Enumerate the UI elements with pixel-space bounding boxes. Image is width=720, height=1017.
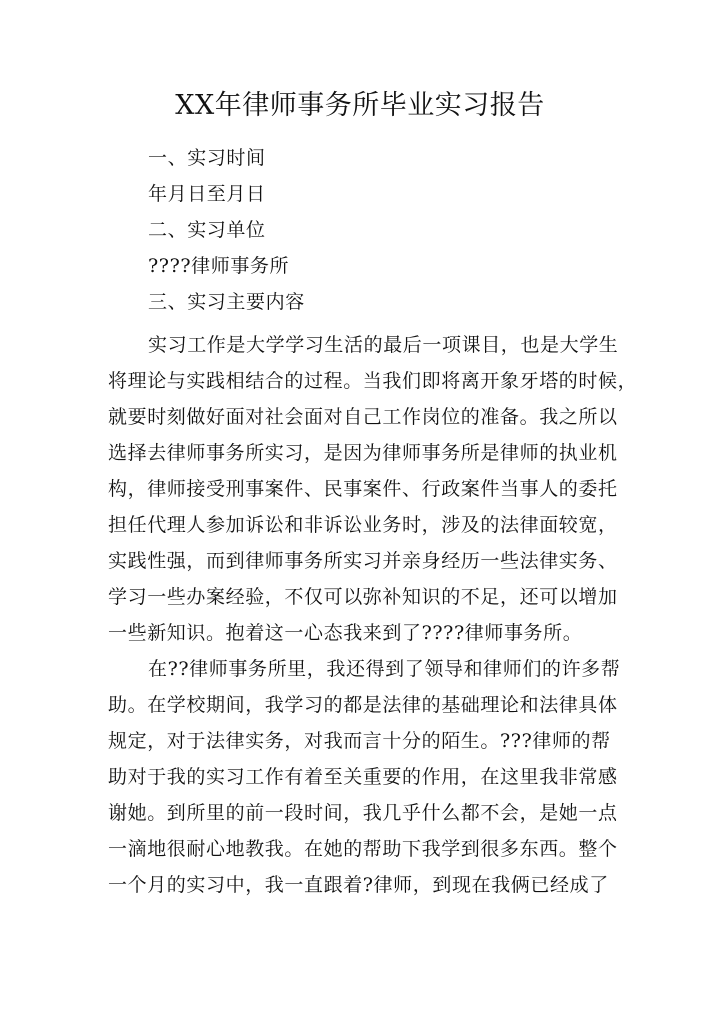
paragraph-line: 就要时刻做好面对社会面对自己工作岗位的准备。我之所以 [108,406,618,428]
internship-unit-name: ????律师事务所 [148,255,290,277]
section-heading-internship-time: 一、实习时间 [148,147,266,169]
paragraph-line: 实习工作是大学学习生活的最后一项课目，也是大学生 [148,334,619,356]
paragraph-line: 担任代理人参加诉讼和非诉讼业务时，涉及的法律面较宽， [108,514,618,536]
paragraph-line: 规定，对于法律实务，对我而言十分的陌生。???律师的帮 [108,730,611,752]
paragraph-line: 助对于我的实习工作有着至关重要的作用，在这里我非常感 [108,766,618,788]
paragraph-line: 选择去律师事务所实习，是因为律师事务所是律师的执业机 [108,442,618,464]
internship-date-range: 年月日至月日 [148,183,266,205]
paragraph-line: 一些新知识。抱着这一心态我来到了????律师事务所。 [108,622,583,644]
paragraph-line: 实践性强，而到律师事务所实习并亲身经历一些法律实务、 [108,550,618,572]
document-title: XX年律师事务所毕业实习报告 [175,90,545,121]
paragraph-line: 学习一些办案经验，不仅可以弥补知识的不足，还可以增加 [108,586,618,608]
section-heading-internship-unit: 二、实习单位 [148,219,266,241]
paragraph-line: 在??律师事务所里，我还得到了领导和律师们的许多帮 [148,658,621,680]
paragraph-line: 将理论与实践相结合的过程。当我们即将离开象牙塔的时候， [108,370,638,392]
paragraph-line: 谢她。到所里的前一段时间，我几乎什么都不会，是她一点 [108,802,618,824]
paragraph-line: 一滴地很耐心地教我。在她的帮助下我学到很多东西。整个 [108,838,618,860]
paragraph-line: 构，律师接受刑事案件、民事案件、行政案件当事人的委托 [108,478,618,500]
paragraph-line: 助。在学校期间，我学习的都是法律的基础理论和法律具体 [108,694,618,716]
paragraph-line: 一个月的实习中，我一直跟着?律师，到现在我俩已经成了 [108,874,609,896]
section-heading-main-content: 三、实习主要内容 [148,291,305,313]
